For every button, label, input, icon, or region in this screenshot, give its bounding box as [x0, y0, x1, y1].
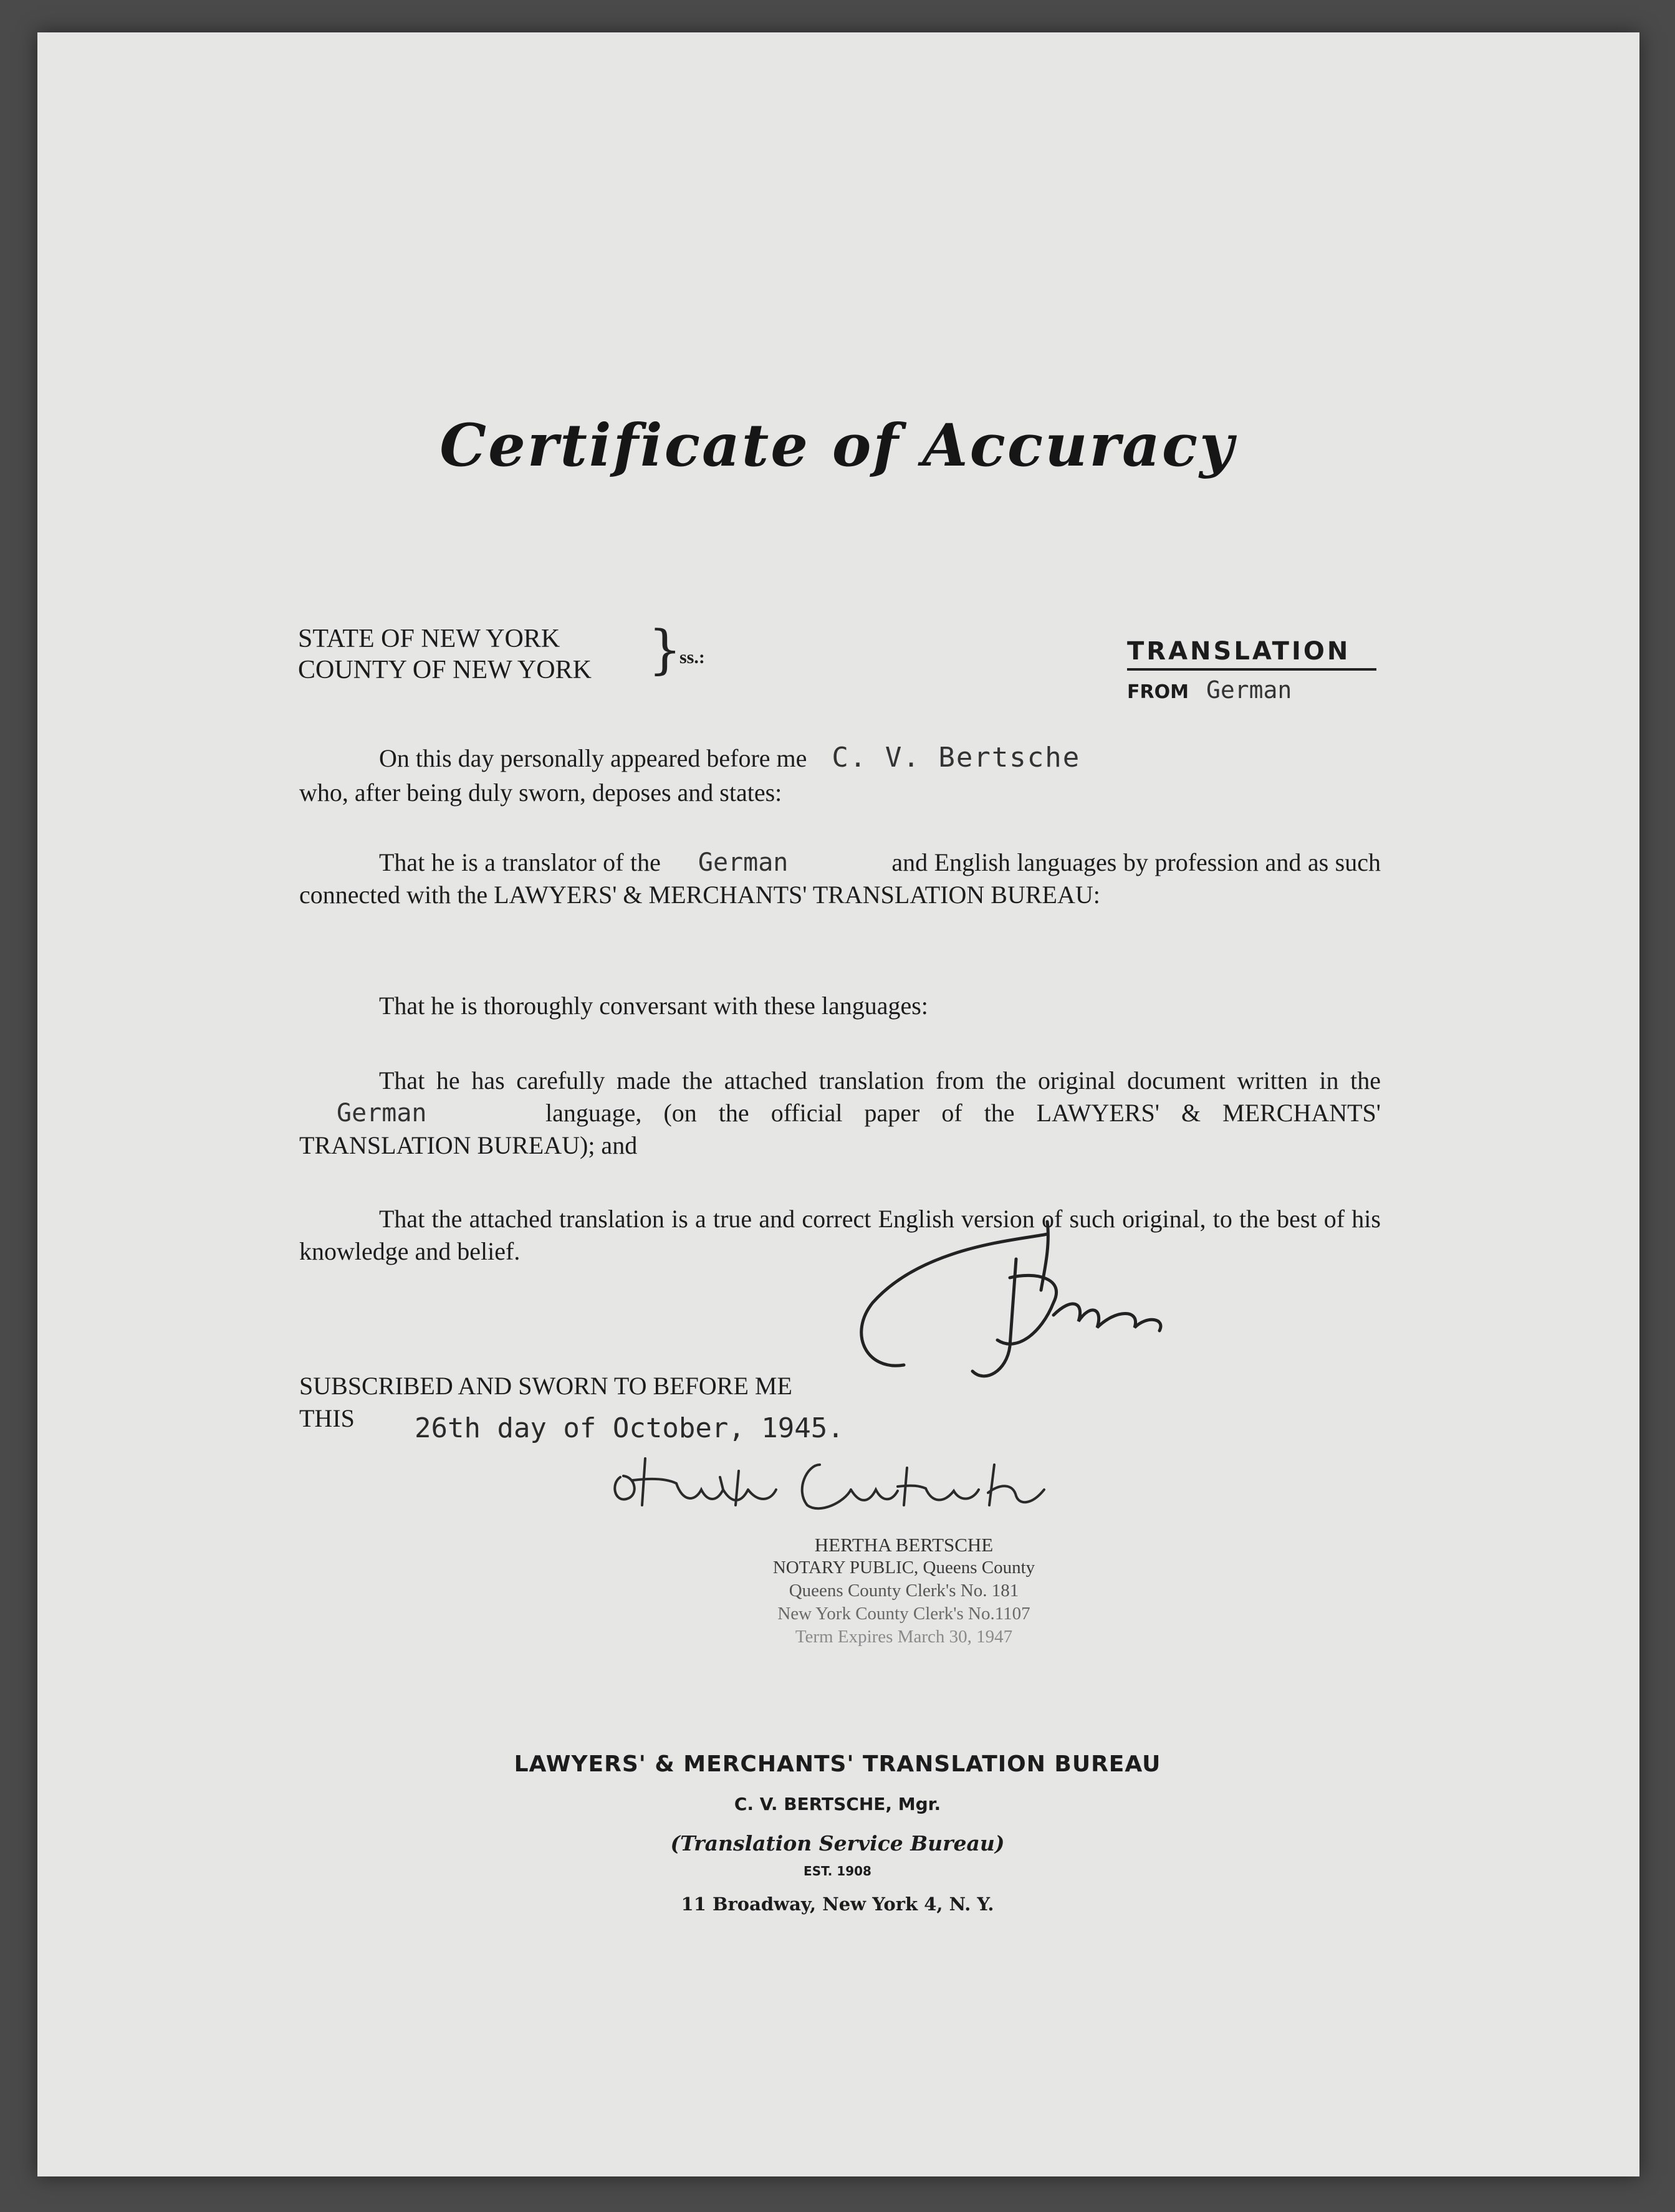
venue-block: [298, 623, 592, 686]
notary-stamp: [623, 1533, 1184, 1649]
subscribed-line: SUBSCRIBED AND SWORN TO BEFORE ME: [299, 1372, 792, 1400]
notary-ny-number: New York County Clerk's No.1107: [777, 1604, 1030, 1624]
translation-heading: TRANSLATION: [1127, 637, 1376, 671]
clause-translator: [299, 846, 1381, 911]
clause3-before: That he has carefully made the attached translation from the original document written in the: [379, 1066, 1381, 1094]
footer-est: EST. 1908: [804, 1864, 871, 1879]
notary-signature: [608, 1446, 1119, 1521]
from-label: FROM: [1127, 681, 1189, 703]
notary-term: Term Expires March 30, 1947: [795, 1627, 1013, 1647]
footer-service: (Translation Service Bureau): [670, 1831, 1005, 1855]
ss-label: ss.:: [679, 647, 705, 668]
sworn-date: 26th day of October, 1945.: [415, 1412, 844, 1444]
notary-queens-number: Queens County Clerk's No. 181: [789, 1581, 1019, 1601]
venue-state: STATE OF NEW YORK: [298, 625, 560, 653]
footer-manager: C. V. BERTSCHE, Mgr.: [734, 1794, 941, 1814]
from-language: German: [1206, 676, 1292, 704]
notary-name: HERTHA BERTSCHE: [814, 1534, 994, 1556]
appearant-name: C. V. Bertsche: [832, 742, 1081, 773]
venue-brace: }: [648, 619, 682, 680]
venue-county: COUNTY OF NEW YORK: [298, 656, 592, 684]
this-label: THIS: [299, 1404, 355, 1432]
clause-translation-made: [299, 1065, 1381, 1162]
translation-from: [1127, 676, 1389, 704]
footer-bureau: LAWYERS' & MERCHANTS' TRANSLATION BUREAU: [514, 1751, 1161, 1777]
clause-conversant: That he is thoroughly conversant with these languages:: [379, 992, 928, 1020]
notary-title: NOTARY PUBLIC, Queens County: [772, 1558, 1035, 1578]
clause3-language: German: [337, 1099, 427, 1128]
clause-true-version: That the attached translation is a true and correct English version of such original, to the best of his knowledge and belief.: [299, 1205, 1381, 1265]
clause3-after: language, (on the official paper of the LAWYERS' & MERCHANTS' TRANSLATION BUREAU); and: [299, 1099, 1381, 1159]
appearance-text-after: who, after being duly sworn, deposes and states:: [299, 778, 782, 807]
clause1-after: and English languages by profession and as such connected with the LAWYERS' & MERCHANTS' TRANSLATION BUREAU:: [299, 848, 1381, 909]
translator-signature: [829, 1222, 1178, 1409]
clause1-before: That he is a translator of the: [379, 848, 661, 876]
page-title: Certificate of Accuracy: [439, 411, 1236, 480]
appearance-paragraph: [299, 742, 1381, 775]
clause1-language: German: [698, 848, 789, 877]
footer-address: 11 Broadway, New York 4, N. Y.: [681, 1894, 994, 1915]
appearance-text-before: On this day personally appeared before me: [379, 744, 807, 772]
